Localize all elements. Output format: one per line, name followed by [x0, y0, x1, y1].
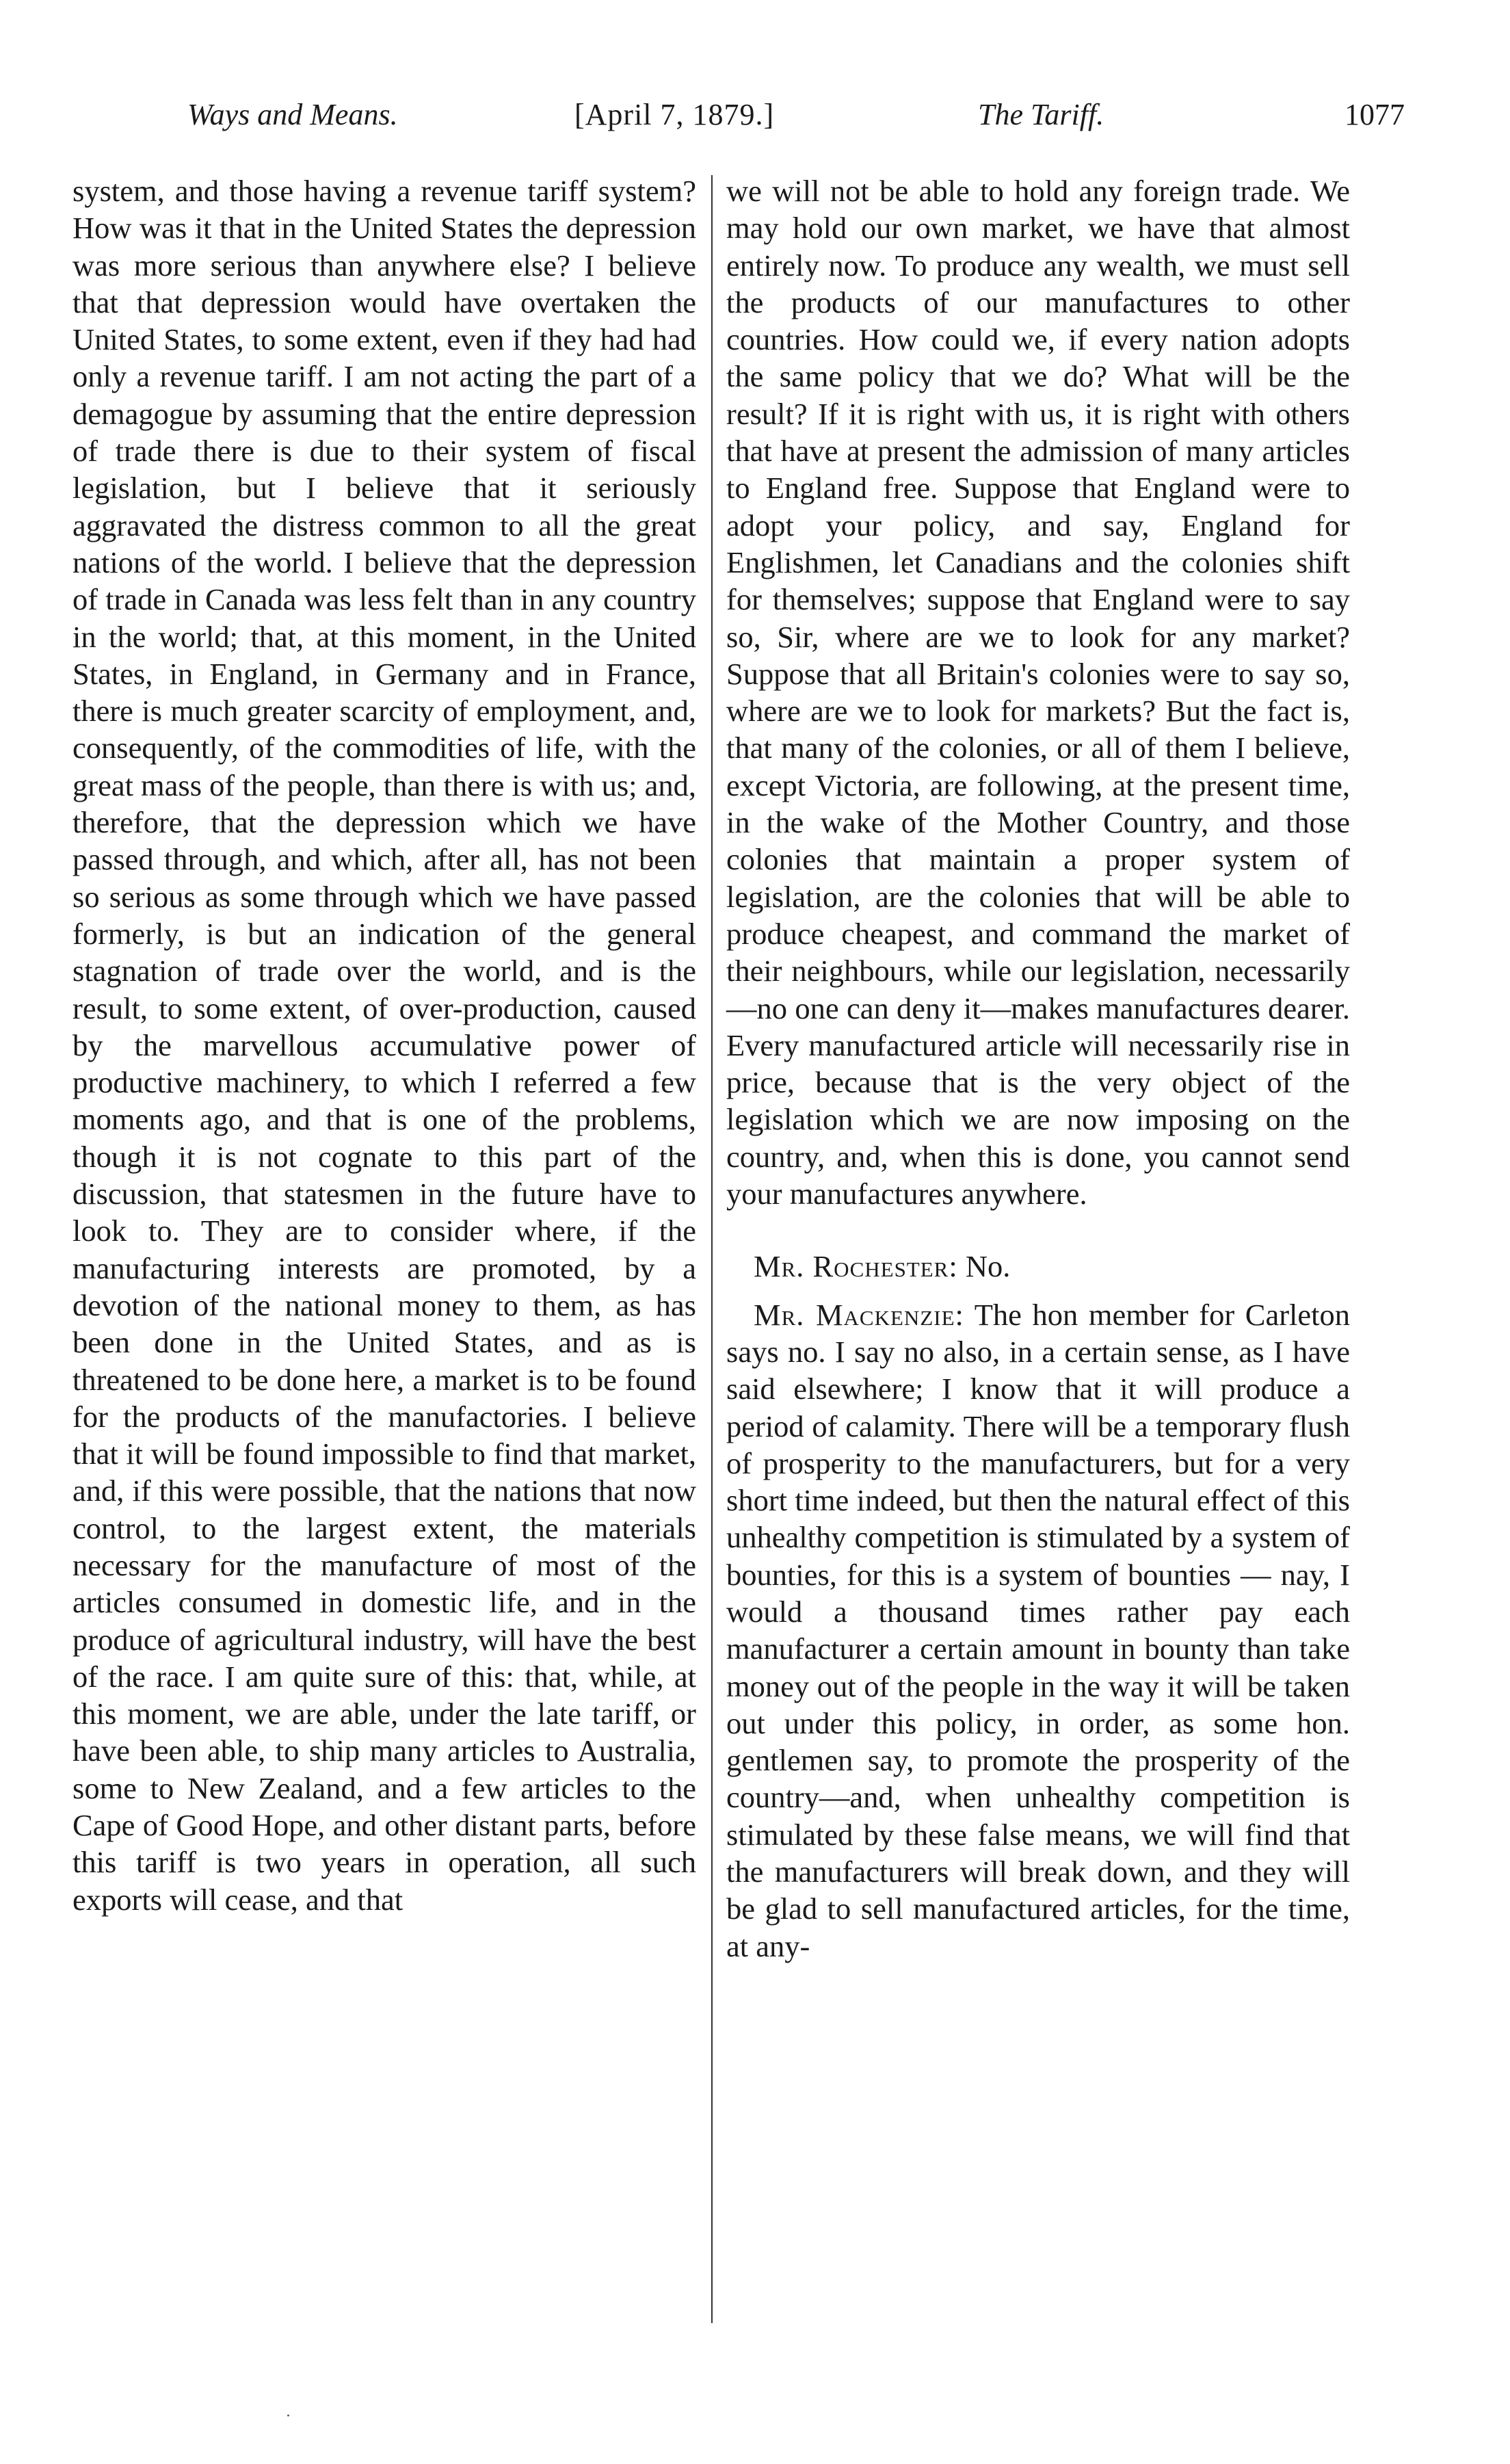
running-head-left: Ways and Means. — [187, 98, 398, 131]
speech-text-mackenzie: The hon member for Carleton says no. I say no also, in a certain sense, as I have said elsewhere; I know that it will produce a period of calamity. There will be a temporary flush of prosperity to the manufacturers, but for a very short time indeed, but then the natural effect of this unhealthy competition is stimulated by a system of bounties, for this is a system of bounties — nay, I would a thousand times rather pay each manufacturer a certain amount in bounty than take money out of the people in the way it will be taken out under this policy, in order, as some hon. gentlemen say, to promote the prosperity of the country—and, when unhealthy competition is stimulated by these false means, we will find that the manufacturers will break down, and they will be glad to sell manufactured articles, for the time, at any- — [726, 1297, 1350, 1963]
running-head-right: The Tariff. — [978, 98, 1104, 131]
speech-text-rochester: No. — [965, 1249, 1011, 1284]
speaker-name-mackenzie: Mr. Mackenzie: — [754, 1297, 964, 1332]
left-column — [72, 172, 696, 1918]
page-header — [0, 89, 1510, 144]
page-number: 1077 — [1345, 98, 1405, 131]
footer-mark: · — [286, 2408, 291, 2425]
left-column-text: system, and those having a revenue tariff system? How was it that in the United States the depression was more serious than anywhere else? I believe that that depression would have overtaken the United States, to some extent, even if they had had only a revenue tariff. I am not acting the part of a demagogue by assuming that the entire depression of trade there is due to their system of fiscal legislation, but I believe that it seriously aggravated the distress common to all the great nations of the world. I believe that the depression of trade in Canada was less felt than in any country in the world; that, at this moment, in the United States, in England, in Germany and in France, there is much greater scarcity of employment, and, consequently, of the commodities of life, with the great mass of the people, than there is with us; and, therefore, that the depression which we have passed through, and which, after all, has not been so serious as some through which we have passed formerly, is but an indication of the general stagnation of trade over the world, and is the result, to some extent, of over-production, caused by the marvellous accumulative power of productive machinery, to which I referred a few moments ago, and that is one of the problems, though it is not cognate to this part of the discussion, that statesmen in the future have to look to. They are to consider where, if the manufacturing interests are promoted, by a devotion of the national money to them, as has been done in the United States, and as is threatened to be done here, a market is to be found for the products of the manufactories. I believe that it will be found impossible to find that market, and, if this were possible, that the nations that now control, to the largest extent, the materials necessary for the manufacture of most of the articles consumed in domestic life, and in the produce of agricultural industry, will have the best of the race. I am quite sure of this: that, while, at this moment, we are able, under the late tariff, or have been able, to ship many articles to Australia, some to New Zealand, and a few articles to the Cape of Good Hope, and other distant parts, before this tariff is two years in operation, all such exports will cease, and that — [72, 174, 697, 1917]
column-divider — [711, 175, 713, 2323]
right-column — [726, 172, 1350, 1965]
speech-rochester — [726, 1248, 1350, 1285]
running-head-date: [April 7, 1879.] — [574, 98, 775, 131]
speaker-name-rochester: Mr. Rochester: — [754, 1249, 958, 1284]
speech-mackenzie — [726, 1296, 1350, 1965]
right-column-continuation: we will not be able to hold any foreign trade. We may hold our own market, we have that almost entirely now. To produce any wealth, we must sell the products of our manufactures to other countries. How could we, if every nation adopts the same policy that we do? What will be the result? If it is right with us, it is right with others that have at present the admission of many articles to England free. Suppose that England were to adopt your policy, and say, England for Englishmen, let Canadians and the colonies shift for themselves; suppose that England were to say so, Sir, where are we to look for any market? Suppose that all Britain's colonies were to say so, where are we to look for markets? But the fact is, that many of the colonies, or all of them I believe, except Victoria, are following, at the present time, in the wake of the Mother Country, and those colonies that maintain a proper system of legislation, are the colonies that will be able to produce cheapest, and command the market of their neighbours, while our legislation, necessarily—no one can deny it—makes manufactures dearer. Every manufactured article will necessarily rise in price, because that is the very object of the legislation which we are now imposing on the country, and, when this is done, you cannot send your manufactures anywhere. — [726, 174, 1350, 1211]
